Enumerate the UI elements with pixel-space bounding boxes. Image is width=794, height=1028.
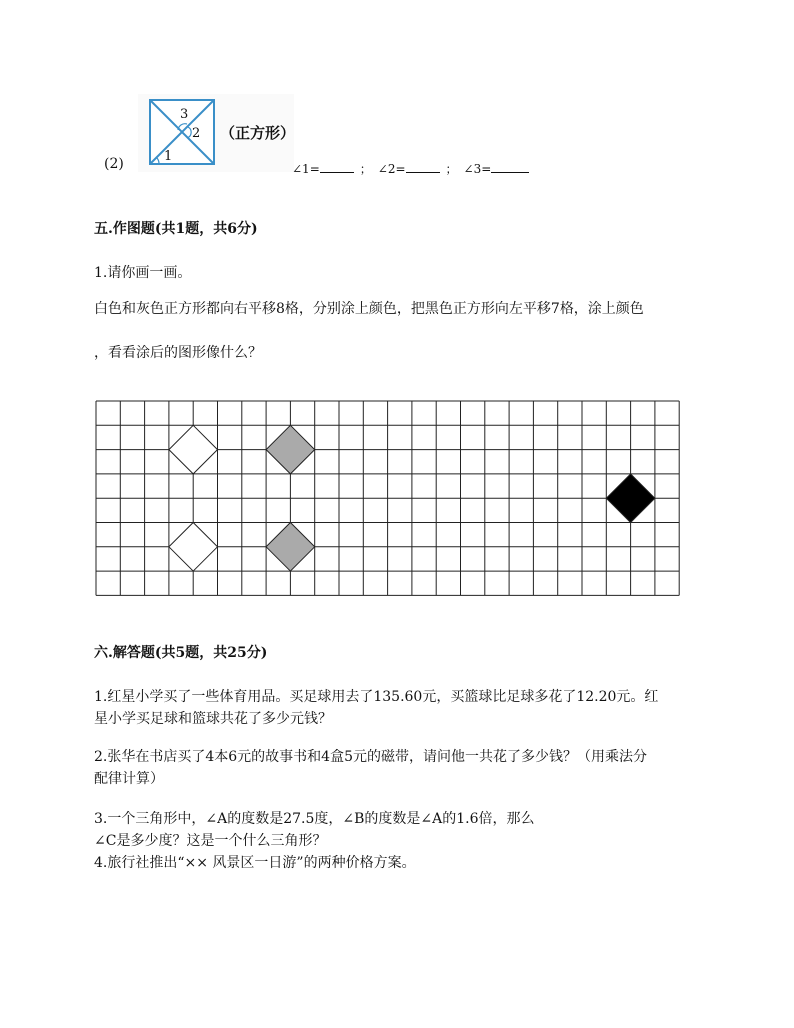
s5-q1-line2: ，看看涂后的图形像什么？ — [94, 345, 262, 361]
black-square — [606, 474, 655, 523]
angle-answers — [292, 160, 529, 177]
angle-1-blank[interactable] — [320, 160, 354, 173]
white-square — [169, 523, 218, 572]
s6-q2-line1: 2.张华在书店买了4本6元的故事书和4盒5元的磁带，请问他一共花了多少钱？（用乘法分 — [94, 749, 647, 765]
num-2: 2 — [192, 126, 201, 141]
s6-q1-line2: 星小学买足球和篮球共花了多少元钱？ — [94, 711, 332, 727]
white-square — [169, 425, 218, 474]
gray-square — [266, 425, 315, 474]
part-label: (2) — [104, 156, 124, 172]
gray-square — [266, 523, 315, 572]
angle-3-blank[interactable] — [491, 160, 529, 173]
num-3: 3 — [180, 107, 189, 122]
s5-q1-title: 1.请你画一画。 — [94, 265, 192, 281]
section6-title: 六.解答题(共5题，共25分) — [94, 645, 268, 661]
s6-q3-line2: ∠C是多少度？这是一个什么三角形？ — [94, 833, 327, 849]
s6-q2-line2: 配律计算） — [94, 771, 164, 787]
angle-2-blank[interactable] — [406, 160, 440, 173]
num-1: 1 — [164, 149, 173, 164]
section5-title: 五.作图题(共1题，共6分) — [94, 221, 258, 237]
sep-2: ； — [445, 162, 458, 176]
angle-1-label: ∠1= — [292, 162, 320, 176]
angle-3-label: ∠3= — [463, 162, 492, 176]
angle-2-label: ∠2= — [377, 162, 406, 176]
s6-q4-line1: 4.旅行社推出“×× 风景区一日游”的两种价格方案。 — [94, 855, 416, 871]
s6-q3-line1: 3.一个三角形中，∠A的度数是27.5度，∠B的度数是∠A的1.6倍，那么 — [94, 811, 535, 827]
s6-q1-line1: 1.红星小学买了一些体育用品。买足球用去了135.60元，买篮球比足球多花了12.20元。红 — [94, 689, 659, 705]
s5-q1-line1: 白色和灰色正方形都向右平移8格，分别涂上颜色，把黑色正方形向左平移7格，涂上颜色 — [94, 301, 644, 317]
sep-1: ； — [359, 162, 372, 176]
shape-label: （正方形） — [220, 124, 296, 142]
translation-grid — [95, 400, 683, 598]
